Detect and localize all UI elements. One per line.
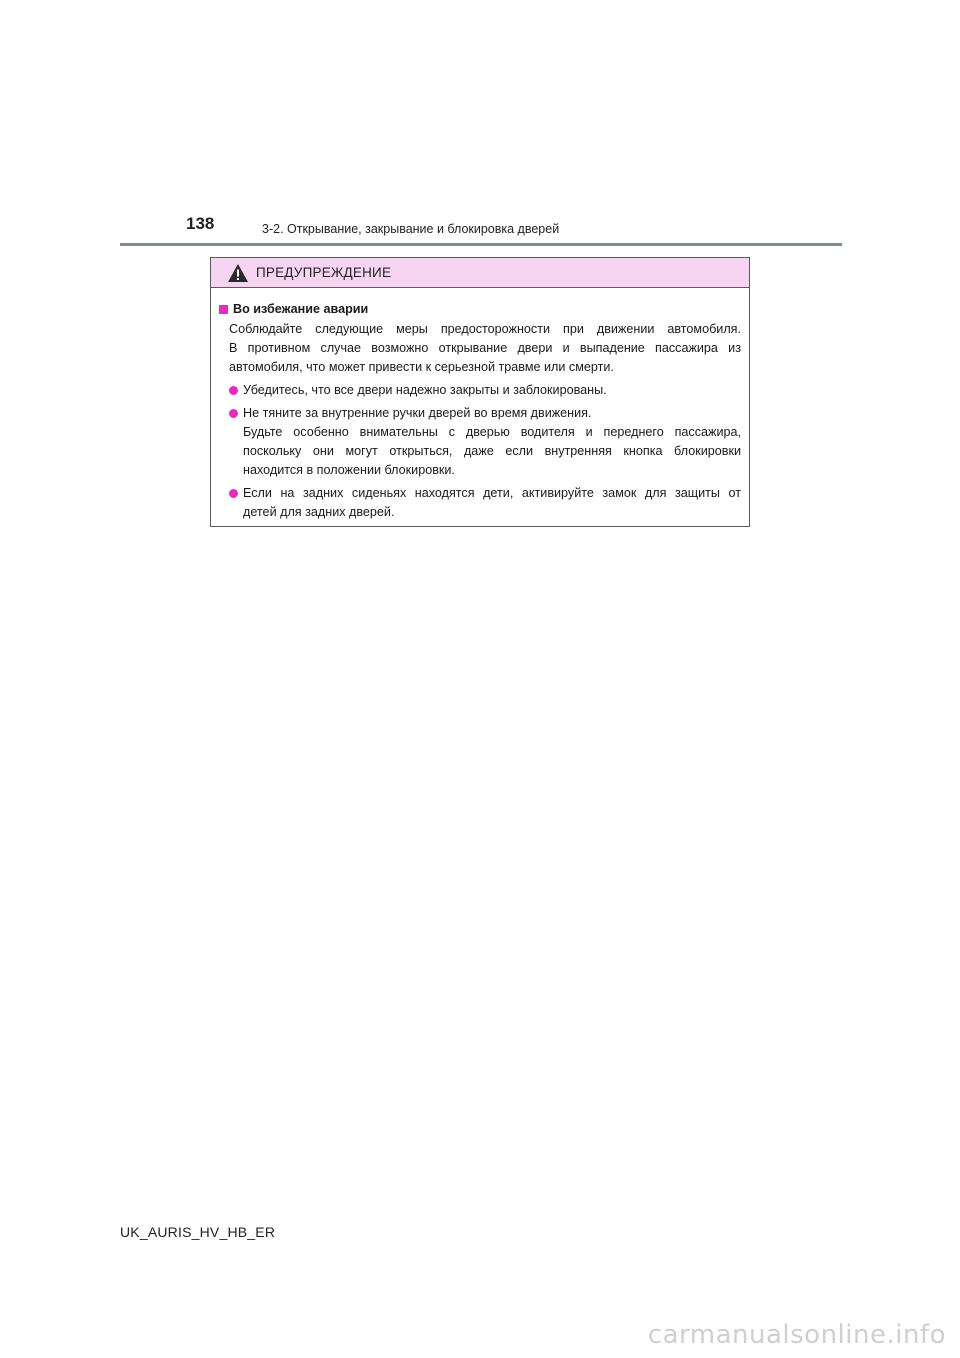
bullet-dot-icon (229, 489, 238, 498)
bullet-text (243, 484, 741, 522)
bullet-text (243, 381, 741, 400)
intro-line: автомобиля, что может привести к серьезной травме или смерти. (229, 360, 614, 374)
bullet-line: Не тяните за внутренние ручки дверей во время движения. (243, 406, 592, 420)
bullet-item (229, 381, 741, 400)
section-title: 3-2. Открывание, закрывание и блокировка дверей (262, 222, 560, 236)
warning-header (211, 258, 749, 288)
warning-triangle-icon (227, 263, 249, 283)
watermark: carmanualsonline.info (647, 1320, 946, 1350)
bullet-line: Убедитесь, что все двери надежно закрыты и заблокированы. (243, 383, 607, 397)
bullet-item (229, 404, 741, 480)
warning-box (210, 257, 750, 527)
square-bullet-icon (219, 305, 228, 314)
intro-line: Соблюдайте следующие меры предосторожности при движении автомобиля. (229, 322, 741, 336)
bullet-dot-icon (229, 409, 238, 418)
warning-title: ПРЕДУПРЕЖДЕНИЕ (256, 265, 392, 280)
bullet-line: поскольку они могут открыться, даже если внутренняя кнопка блокировки (243, 444, 741, 458)
intro-line: В противном случае возможно открывание двери и выпадение пассажира из (229, 341, 741, 355)
bullet-line: детей для задних дверей. (243, 505, 395, 519)
intro-paragraph (229, 320, 741, 377)
bullet-line: Будьте особенно внимательны с дверью водителя и переднего пассажира, (243, 425, 741, 439)
bullet-text (243, 404, 741, 480)
subheading-text: Во избежание аварии (233, 302, 369, 316)
header-divider (120, 243, 842, 246)
page-number: 138 (186, 214, 215, 233)
bullet-line: Если на задних сиденьях находятся дети, активируйте замок для защиты от (243, 486, 741, 500)
warning-body (211, 288, 749, 522)
bullet-dot-icon (229, 386, 238, 395)
bullet-line: находится в положении блокировки. (243, 463, 455, 477)
bullet-item (229, 484, 741, 522)
document-code: UK_AURIS_HV_HB_ER (120, 1224, 276, 1240)
warning-subheading (219, 300, 741, 319)
